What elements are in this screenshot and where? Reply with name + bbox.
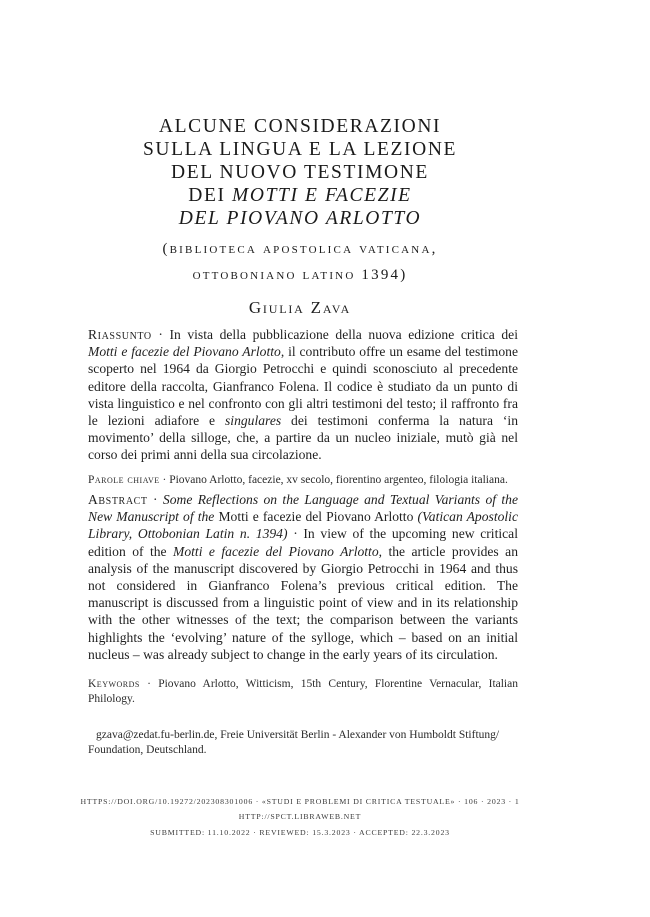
title-line-2: SULLA LINGUA E LA LEZIONE [142, 139, 458, 160]
abstract-italic-3: Motti e facezie del Piovano Arlotto [173, 543, 379, 559]
abstract-italic-2: (Vatican Apostolic Library, Ottobonian Latin n. 1394) [88, 509, 518, 542]
parole-chiave [88, 473, 518, 488]
abstract-label: Abstract [88, 492, 148, 507]
title-line-5: DEL PIOVANO ARLOTTO [178, 208, 422, 229]
parole-chiave-label: Parole chiave [88, 474, 160, 486]
title-line-4 [0, 184, 600, 207]
footer-doi-line: HTTPS://DOI.ORG/10.19272/202308301006 · «STUDI E PROBLEMI DI CRITICA TESTUALE» · 106 · 2023 · 1 [80, 797, 520, 806]
riassunto-separator: · [151, 327, 170, 342]
parole-chiave-separator: · [159, 474, 170, 486]
riassunto-text-3: dei testimoni conferma la natura ‘in movimento’ della silloge, che, a partire da un nucleo iniziale, mutò già nel corso dei primi anni della sua circolazione. [88, 413, 518, 463]
title-line-3: DEL NUOVO TESTIMONE [171, 162, 429, 183]
riassunto-label: Riassunto [88, 327, 152, 342]
article-title [0, 115, 600, 318]
keywords-label: Keywords [88, 678, 140, 690]
abstract-text-2: · In view of the upcoming new critical edition of the [88, 526, 518, 559]
parole-chiave-text: Piovano Arlotto, facezie, xv secolo, fiorentino argenteo, filologia italiana. [169, 474, 508, 486]
abstract-text-3: , the article provides an analysis of the manuscript discovered by Giorgio Petrocchi in 1964 and thus not considered in Gianfranco Folena’s previous critical edition. The manuscript is discussed from a linguistic point of view and in its relationship with the other witnesses of the text; the comparison between the variants highlights the ‘evolving’ nature of the sylloge, which – based on an initial nucleus – was already subject to change in the early years of its circulation. [88, 543, 518, 662]
riassunto-italic-2: singulares [225, 413, 282, 429]
keywords-text: Piovano Arlotto, Witticism, 15th Century, Florentine Vernacular, Italian Philology. [88, 678, 518, 705]
riassunto-text-2: , il contributo offre un esame del testimone scoperto nel 1964 da Giorgio Petrocchi e quindi sconosciuto al precedente editore della raccolta, Gianfranco Folena. Il codice è studiato da un punto di vista linguistico e nel confronto con gli altri testimoni del testo; il raffronto fra le lezioni adiafore e [88, 344, 518, 429]
abstract-italic-1: Some Reflections on the Language and Textual Variants of the New Manuscript of the [88, 492, 519, 525]
footer-url-line: HTTP://SPCT.LIBRAWEB.NET [238, 812, 362, 821]
riassunto-paragraph [88, 326, 518, 464]
title-line-4-prefix: DEI [188, 185, 233, 206]
title-line-1: ALCUNE CONSIDERAZIONI [158, 116, 442, 137]
abstract-paragraph [88, 491, 518, 663]
author-name: Giulia Zava [248, 298, 352, 317]
footer-dates-line: SUBMITTED: 11.10.2022 · REVIEWED: 15.3.2023 · ACCEPTED: 22.3.2023 [150, 828, 450, 837]
title-line-4-italic: MOTTI E FACEZIE [232, 185, 412, 206]
riassunto-italic-1: Motti e facezie del Piovano Arlotto [88, 344, 281, 360]
subtitle-line-2: ottoboniano latino 1394) [192, 267, 408, 283]
keywords [88, 677, 518, 707]
author-affiliation [88, 728, 518, 758]
riassunto-text-1: In vista della pubblicazione della nuova edizione critica dei [169, 327, 518, 342]
subtitle-line-1: (biblioteca apostolica vaticana, [162, 241, 438, 257]
keywords-separator: · [139, 678, 159, 690]
abstract-text-1: Motti e facezie del Piovano Arlotto [214, 509, 418, 525]
abstract-separator: · [147, 492, 163, 507]
affiliation-text: gzava@zedat.fu-berlin.de, Freie Universität Berlin - Alexander von Humboldt Stiftung/ Foundation, Deutschland. [88, 729, 500, 756]
